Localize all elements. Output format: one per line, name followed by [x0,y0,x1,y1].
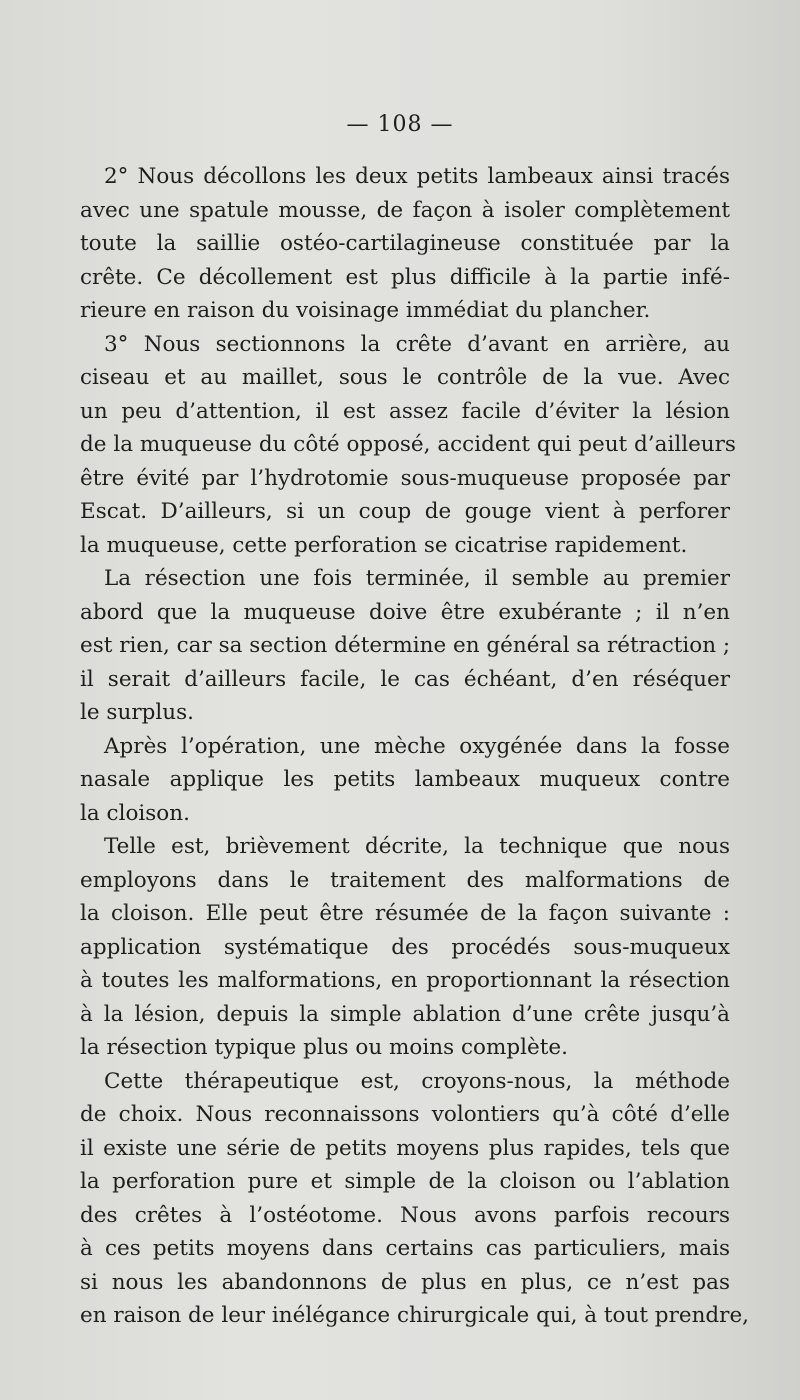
text-line: il serait d’ailleurs facile, le cas échéant, d’en réséquer [80,666,730,692]
text-line: employons dans le traitement des malformations de [80,867,730,893]
paragraph [80,160,730,328]
text-line: Escat. D’ailleurs, si un coup de gouge vient à perforer [80,499,730,524]
text-line: des crêtes à l’ostéotome. Nous avons parfois recours [80,1202,730,1228]
text-line: à toutes les malformations, en proportionnant la résection [80,968,730,993]
text-line: abord que la muqueuse doive être exubérante ; il n’en [80,599,730,625]
text-line: de choix. Nous reconnaissons volontiers qu’à côté d’elle [80,1102,730,1127]
paragraph [80,730,730,831]
text-line: rieure en raison du voisinage immédiat du plancher. [80,298,651,323]
paragraph [80,328,736,563]
text-line: le surplus. [80,700,194,725]
text-line: 2° Nous décollons les deux petits lambeaux ainsi tracés [104,164,730,189]
text-line: Telle est, brièvement décrite, la technique que nous [104,834,730,859]
text-line: si nous les abandonnons de plus en plus, ce n’est pas [80,1269,730,1295]
text-line: avec une spatule mousse, de façon à isoler complètement [80,197,730,223]
text-line: Après l’opération, une mèche oxygénée dans la fosse [104,733,730,759]
text-line: en raison de leur inélégance chirurgicale qui, à tout prendre, [80,1303,750,1328]
text-line: à la lésion, depuis la simple ablation d’une crête jusqu’à [80,1001,730,1027]
text-line: à ces petits moyens dans certains cas particuliers, mais [80,1236,730,1261]
paragraph [80,562,730,730]
text-line: ciseau et au maillet, sous le contrôle de la vue. Avec [80,365,730,390]
body-text [80,160,750,1333]
text-line: il existe une série de petits moyens plus rapides, tels que [80,1135,730,1161]
text-line: un peu d’attention, il est assez facile d’éviter la lésion [80,398,730,424]
paragraph [80,1065,750,1333]
text-line: crête. Ce décollement est plus difficile à la partie infé- [80,264,730,290]
text-line: application systématique des procédés sous-muqueux [80,934,730,960]
paragraph [80,830,730,1065]
text-line: la cloison. Elle peut être résumée de la façon suivante : [80,901,730,926]
text-line: La résection une fois terminée, il semble au premier [104,566,730,591]
text-line: est rien, car sa section détermine en général sa rétraction ; [80,633,731,658]
text-line: la résection typique plus ou moins complète. [80,1035,568,1060]
text-line: nasale applique les petits lambeaux muqueux contre [80,767,730,792]
text-line: la muqueuse, cette perforation se cicatrise rapidement. [80,532,688,558]
text-line: la cloison. [80,800,190,826]
text-line: Cette thérapeutique est, croyons-nous, la méthode [104,1068,730,1094]
page-number: — 108 — [346,112,454,137]
text-line: la perforation pure et simple de la cloison ou l’ablation [80,1169,730,1194]
text-line: de la muqueuse du côté opposé, accident qui peut d’ailleurs [80,432,736,457]
text-line: 3° Nous sectionnons la crête d’avant en arrière, au [104,331,730,357]
text-line: être évité par l’hydrotomie sous-muqueuse proposée par [80,465,730,491]
text-line: toute la saillie ostéo-cartilagineuse constituée par la [80,231,730,256]
